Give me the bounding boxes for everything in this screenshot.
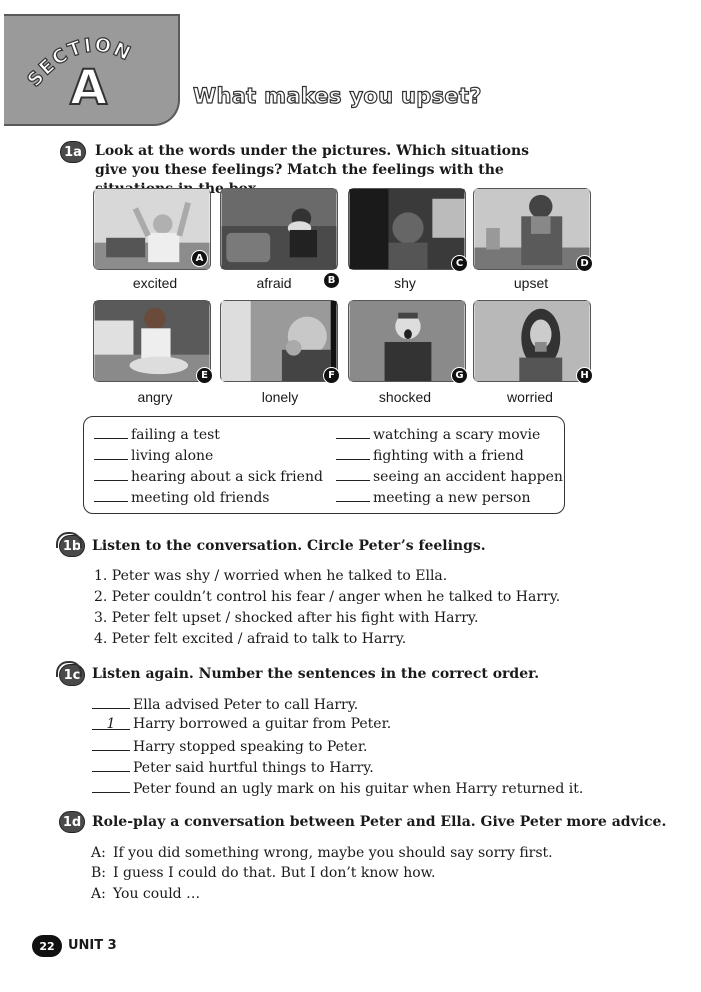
question-item: 4. Peter felt excited / afraid to talk to Harry. (94, 631, 407, 647)
instruction-1b: Listen to the conversation. Circle Peter’s feelings. (92, 538, 486, 554)
photo-letter: D (576, 255, 593, 272)
situation-item: meeting a new person (336, 488, 530, 508)
feeling-label: upset (513, 275, 549, 291)
exercise-badge-1a: 1a (60, 141, 86, 163)
page-number: 22 (32, 935, 62, 957)
order-item: Ella advised Peter to call Harry. (92, 693, 358, 715)
photo-letter: G (451, 367, 468, 384)
situation-item: hearing about a sick friend (94, 467, 323, 487)
section-word: SECTION (23, 33, 136, 92)
situation-item: fighting with a friend (336, 446, 524, 466)
photo-letter: A (191, 250, 208, 267)
photo-a (93, 188, 211, 270)
photo-c (348, 188, 466, 270)
feeling-label: shy (394, 275, 416, 291)
shocked-man-photo (349, 301, 465, 381)
photo-letter: C (451, 255, 468, 272)
answer-blank[interactable] (94, 467, 128, 481)
dialogue-line: B: I guess I could do that. But I don’t know how. (91, 865, 436, 881)
angry-girl-photo (94, 301, 210, 381)
order-blank[interactable] (92, 777, 130, 793)
feeling-label: lonely (261, 389, 299, 405)
order-blank[interactable] (92, 693, 130, 709)
situation-item: watching a scary movie (336, 425, 540, 445)
page-title: What makes you upset? (193, 84, 482, 108)
photo-e (93, 300, 211, 382)
feeling-label: shocked (378, 389, 432, 405)
photo-d (473, 188, 591, 270)
answer-blank[interactable] (94, 488, 128, 502)
order-item: Harry stopped speaking to Peter. (92, 735, 367, 757)
answer-blank[interactable] (336, 446, 370, 460)
question-item: 2. Peter couldn’t control his fear / anger when he talked to Harry. (94, 589, 561, 605)
exercise-badge-1c: 1c (59, 664, 85, 686)
question-item: 3. Peter felt upset / shocked after his fight with Harry. (94, 610, 479, 626)
instruction-1c: Listen again. Number the sentences in the correct order. (92, 666, 540, 682)
unit-label: UNIT 3 (68, 938, 117, 953)
answer-blank[interactable] (336, 425, 370, 439)
dialogue-line: A: If you did something wrong, maybe you should say sorry first. (91, 845, 553, 861)
section-banner (4, 14, 180, 126)
photo-letter: E (196, 367, 213, 384)
photo-letter: B (323, 272, 340, 289)
shy-boy-photo (349, 189, 465, 269)
photo-f (220, 300, 338, 382)
section-letter: A (70, 60, 108, 116)
photo-g (348, 300, 466, 382)
situation-item: meeting old friends (94, 488, 270, 508)
afraid-girl-photo (221, 189, 337, 269)
order-item: Peter found an ugly mark on his guitar when Harry returned it. (92, 777, 583, 799)
answer-blank[interactable] (94, 425, 128, 439)
situation-item: seeing an accident happen (336, 467, 563, 487)
instruction-1a: Look at the words under the pictures. Which situations give you these feelings? Match the feelings with the the (95, 143, 530, 197)
situation-item: living alone (94, 446, 213, 466)
exercise-badge-1d: 1d (59, 811, 85, 833)
situations-box (83, 416, 565, 514)
feeling-label: angry (137, 389, 173, 405)
order-item: Peter said hurtful things to Harry. (92, 756, 374, 778)
feeling-label: worried (507, 389, 553, 405)
exercise-badge-1b: 1b (59, 535, 85, 557)
upset-man-photo (474, 189, 590, 269)
photo-letter: H (576, 367, 593, 384)
dialogue-line: A: You could … (91, 886, 201, 902)
feeling-label: afraid (256, 275, 292, 291)
photo-h (473, 300, 591, 382)
feeling-label: excited (132, 275, 178, 291)
lonely-old-man-photo (221, 301, 337, 381)
order-item: 1 Harry borrowed a guitar from Peter. (92, 714, 391, 734)
answer-blank[interactable] (94, 446, 128, 460)
order-blank[interactable] (92, 756, 130, 772)
question-item: 1. Peter was shy / worried when he talked to Ella. (94, 568, 448, 584)
answer-blank[interactable] (336, 488, 370, 502)
order-blank[interactable] (92, 735, 130, 751)
order-blank[interactable]: 1 (92, 714, 130, 730)
answer-blank[interactable] (336, 467, 370, 481)
situation-item: failing a test (94, 425, 220, 445)
worried-woman-photo (474, 301, 590, 381)
photo-letter: F (323, 367, 340, 384)
instruction-1d: Role-play a conversation between Peter and Ella. Give Peter more advice. (92, 814, 667, 830)
